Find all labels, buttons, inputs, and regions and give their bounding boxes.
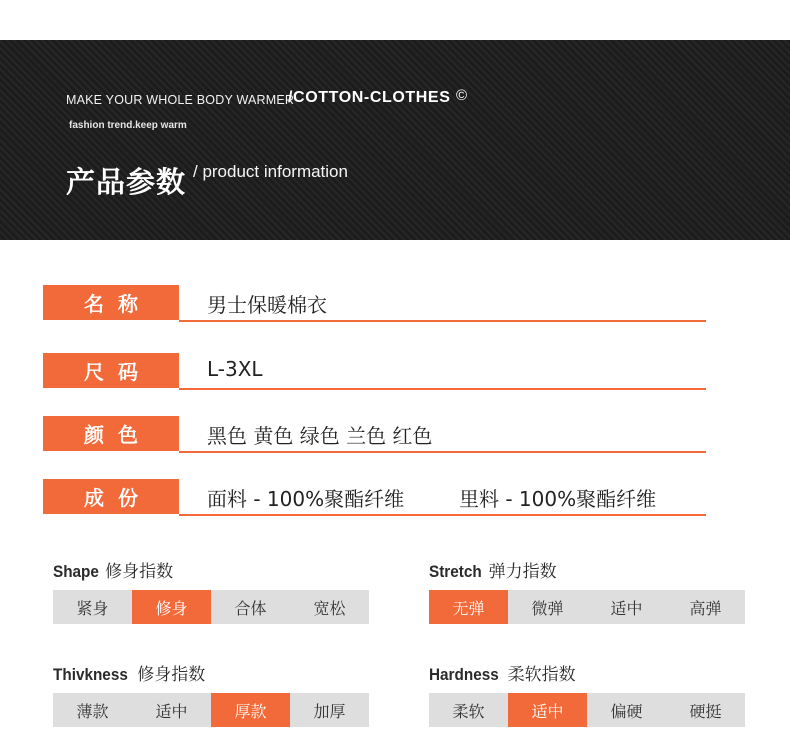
index-heading [429, 660, 745, 686]
spec-label: 名称 [43, 285, 179, 320]
index-heading [53, 660, 369, 686]
index-option[interactable]: 加厚 [313, 701, 346, 721]
spec-label: 尺码 [43, 353, 179, 388]
index-title-en: Thivkness [53, 665, 128, 684]
index-heading [429, 557, 745, 583]
spec-value-lining: 里料 - 100%聚酯纤维 [459, 487, 657, 511]
spec-label: 成份 [43, 479, 179, 514]
index-option[interactable]: 高弹 [689, 598, 722, 618]
index-title-cn: 修身指数 [105, 562, 174, 582]
index-option[interactable]: 硬挺 [689, 701, 722, 721]
index-option-selected[interactable]: 适中 [508, 693, 587, 727]
index-option[interactable]: 宽松 [313, 598, 346, 618]
index-title-cn: 修身指数 [137, 665, 206, 685]
spec-row-name [43, 285, 706, 322]
spec-divider [179, 320, 706, 322]
spec-divider [179, 388, 706, 390]
spec-label: 颜色 [43, 416, 179, 451]
page-title: 产品参数 [66, 165, 187, 199]
index-option[interactable]: 紧身 [76, 598, 109, 618]
index-option-bar [53, 693, 369, 727]
index-option[interactable]: 柔软 [452, 701, 485, 721]
index-option-selected[interactable]: 厚款 [211, 693, 290, 727]
index-option-bar [429, 590, 745, 624]
banner-subline: fashion trend.keep warm [69, 120, 187, 131]
index-option[interactable]: 合体 [234, 598, 267, 618]
header-banner [0, 40, 790, 240]
spec-row-color [43, 416, 706, 453]
hardness-index [429, 660, 745, 721]
spec-divider [179, 514, 706, 516]
index-option[interactable]: 适中 [610, 598, 643, 618]
spec-value: L-3XL [207, 357, 263, 381]
spec-value: 面料 - 100%聚酯纤维 [207, 487, 405, 511]
index-title-en: Hardness [429, 665, 499, 684]
index-heading [53, 557, 369, 583]
index-title-en: Shape [53, 562, 99, 581]
spec-divider [179, 451, 706, 453]
index-option-selected[interactable]: 修身 [132, 590, 211, 624]
spec-row-material [43, 479, 706, 516]
index-option[interactable]: 薄款 [76, 701, 109, 721]
spec-value: 黑色 黄色 绿色 兰色 红色 [207, 424, 433, 448]
index-title-en: Stretch [429, 562, 482, 581]
banner-tagline: MAKE YOUR WHOLE BODY WARMER [66, 93, 295, 107]
thickness-index [53, 660, 369, 721]
index-option-selected[interactable]: 无弹 [429, 590, 508, 624]
stretch-index [429, 557, 745, 618]
index-title-cn: 弹力指数 [488, 562, 557, 582]
index-option-bar [53, 590, 369, 624]
shape-index [53, 557, 369, 618]
index-option-bar [429, 693, 745, 727]
spec-value: 男士保暖棉衣 [207, 293, 327, 317]
index-option[interactable]: 适中 [155, 701, 188, 721]
banner-tagline-strong: /COTTON-CLOTHES [288, 89, 451, 106]
index-title-cn: 柔软指数 [507, 665, 576, 685]
page-subtitle: / product information [193, 162, 348, 181]
copyright-icon: © [456, 87, 468, 104]
spec-row-size [43, 353, 706, 390]
index-option[interactable]: 微弹 [531, 598, 564, 618]
index-option[interactable]: 偏硬 [610, 701, 643, 721]
